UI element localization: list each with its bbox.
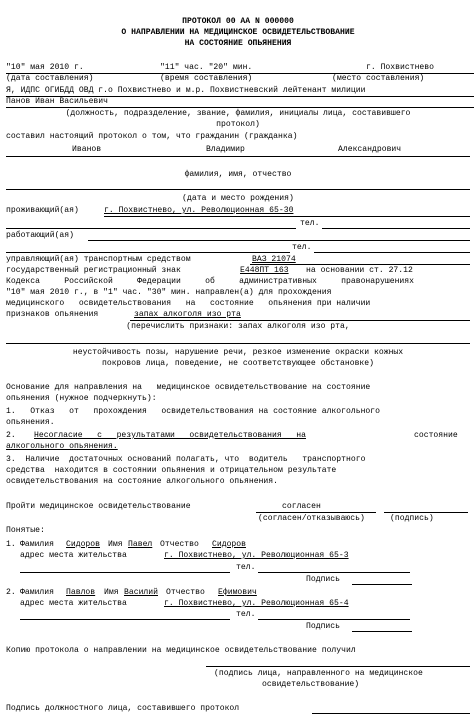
citizen-patronymic: Александрович [338,145,402,154]
vehicle-value: ВАЗ 21074 [252,255,296,264]
witness-2-address: г. Похвистнево, ул. Революционная 65-4 [164,599,349,608]
citizen-fio-underline [6,156,470,157]
witness-1-line [20,572,230,573]
work-line-2 [6,252,290,253]
witness-2-surname: Павлов [66,588,96,597]
witness-1-patronymic: Сидоров [212,540,246,549]
grounds-item-3c: освидетельствования на состояние алкогольного опьянения. [6,477,278,486]
consent-value: согласен [282,502,321,511]
protocol-title-state: НА СОСТОЯНИЕ ОПЬЯНЕНИЯ [184,39,292,48]
witness-2-sign-label: Подпись [306,622,340,631]
work-tel-label: тел. [292,243,312,252]
witness-2-surname-label: Фамилия [20,588,54,597]
witness-1-sign-label: Подпись [306,575,340,584]
signs-line-2 [6,343,470,344]
work-label: работающий(ая) [6,231,74,240]
witness-2-patronymic: Ефимович [218,588,257,597]
work-tel-underline [314,252,470,253]
witness-1-surname: Сидоров [66,540,100,549]
witness-1-tel-underline [258,572,410,573]
legal-line-1: Кодекса Российской Федерации об административных правонарушениях [6,277,414,286]
consent-sign-caption: (подпись) [390,514,434,523]
witness-1-surname-label: Фамилия [20,540,54,549]
witness-2-address-label: адрес места жительства [20,599,127,608]
copy-sign-underline [206,666,470,667]
grounds-item-2a: Несогласие с результатами освидетельствования на [34,431,306,440]
officer-caption-1: (должность, подразделение, звание, фамилия, инициалы лица, составившего [65,109,411,118]
consent-caption: (согласен/отказываюсь) [258,514,365,523]
signs-underline [130,320,470,321]
residence-line-2 [6,228,296,229]
grounds-item-2-tail: состояние [414,431,458,440]
citizen-intro: составил настоящий протокол о том, что гражданин (гражданка) [6,132,298,141]
compile-date-caption: (дата составления) [6,74,94,83]
grounds-item-3a: 3. Наличие достаточных оснований полагать, что водитель транспортного [6,455,366,464]
residence-underline [104,216,470,217]
witness-2-tel-underline [258,619,410,620]
vehicle-label: управляющий(ая) транспортным средством [6,255,191,264]
compile-place-caption: (место составления) [332,74,425,83]
protocol-title-number: ПРОТОКОЛ 00 АА N 000000 [182,17,294,26]
grounds-line-2: опьянения (нужное подчеркнуть): [6,394,157,403]
witness-1-address-label: адрес места жительства [20,551,127,560]
witness-1-num: 1. [6,540,16,549]
consent-label: Пройти медицинское освидетельствование [6,502,191,511]
plate-label: государственный регистрационный знак [6,266,181,275]
compile-time: "11" час. "20" мин. [160,63,253,72]
protocol-title-subject: О НАПРАВЛЕНИИ НА МЕДИЦИНСКОЕ ОСВИДЕТЕЛЬСТВОВАНИЕ [121,28,355,37]
copy-caption-1: (подпись лица, направленного на медицинское [214,669,423,678]
witness-1-name-label: Имя [108,540,123,549]
citizen-name: Владимир [206,145,245,154]
witness-2-tel-label: тел. [236,610,256,619]
officer-caption-2: протокол) [216,120,260,129]
officer-underline-2 [6,107,474,108]
plate-value: Е448ПТ 163 [240,266,289,275]
copy-received-label: Копию протокола о направлении на медицинское освидетельствование получил [6,646,356,655]
legal-line-2: "10" мая 2010 г., в "1" час. "30" мин. направлен(а) для прохождения [6,288,332,297]
official-sign-label: Подпись должностного лица, составившего протокол [6,704,240,713]
residence-tel-underline [322,228,470,229]
compile-place: г. Похвистнево [366,63,434,72]
witnesses-heading: Понятые: [6,526,45,535]
grounds-item-1b: опьянения. [6,418,55,427]
witness-2-patronymic-label: Отчество [166,588,205,597]
witness-1-address: г. Похвистнево, ул. Революционная 65-3 [164,551,349,560]
compile-date: "10" мая 2010 г. [6,63,84,72]
signs-caption-3: покровов лица, поведение, не соответствующее обстановке) [102,359,374,368]
witness-2-sign-underline [352,631,412,632]
vehicle-underline [250,264,470,265]
citizen-birth-underline [6,189,470,190]
witness-1-tel-label: тел. [236,563,256,572]
residence-label: проживающий(ая) [6,206,79,215]
official-sign-underline [312,713,470,714]
witness-2-num: 2. [6,588,16,597]
witness-2-name: Василий [124,588,158,597]
officer-line-2: Панов Иван Васильевич [6,97,108,106]
witness-2-name-label: Имя [104,588,119,597]
grounds-item-3b: средства находится в состоянии опьянения и отрицательном результате [6,466,337,475]
signs-caption: (перечислить признаки: запах алкоголя изо рта, [126,322,350,331]
officer-line-1: Я, ИДПС ОГИБДД ОВД г.о Похвистнево и м.р. Похвистневский лейтенант милиции [6,86,366,95]
compile-time-caption: (время составления) [160,74,253,83]
witness-1-name: Павел [128,540,153,549]
grounds-item-2b: алкогольного опьянения. [6,442,118,451]
work-underline [88,240,470,241]
signs-value: запах алкоголя изо рта [134,310,241,319]
witness-1-patronymic-label: Отчество [160,540,199,549]
basis-text: на основании ст. 27.12 [306,266,413,275]
grounds-line-1: Основание для направления на медицинское освидетельствование на состояние [6,383,371,392]
witness-1-sign-underline [352,584,412,585]
residence-value: г. Похвистнево, ул. Революционная 65-30 [104,206,294,215]
residence-tel-label: тел. [300,219,320,228]
witness-2-line [20,619,230,620]
citizen-surname: Иванов [72,145,102,154]
consent-underline [256,512,376,513]
grounds-item-2-num: 2. [6,431,16,440]
signs-caption-2: неустойчивость позы, нарушение речи, резкое изменение окраски кожных [72,348,404,357]
grounds-item-1a: 1. Отказ от прохождения освидетельствования на состояние алкогольного [6,407,380,416]
copy-caption-2: освидетельствование) [262,680,360,689]
signs-label: признаков опьянения [6,310,99,319]
consent-sign-underline [384,512,468,513]
citizen-birth-caption: (дата и место рождения) [182,194,294,203]
legal-line-3: медицинского освидетельствования на состояние опьянения при наличии [6,299,371,308]
citizen-fio-caption: фамилия, имя, отчество [184,170,292,179]
